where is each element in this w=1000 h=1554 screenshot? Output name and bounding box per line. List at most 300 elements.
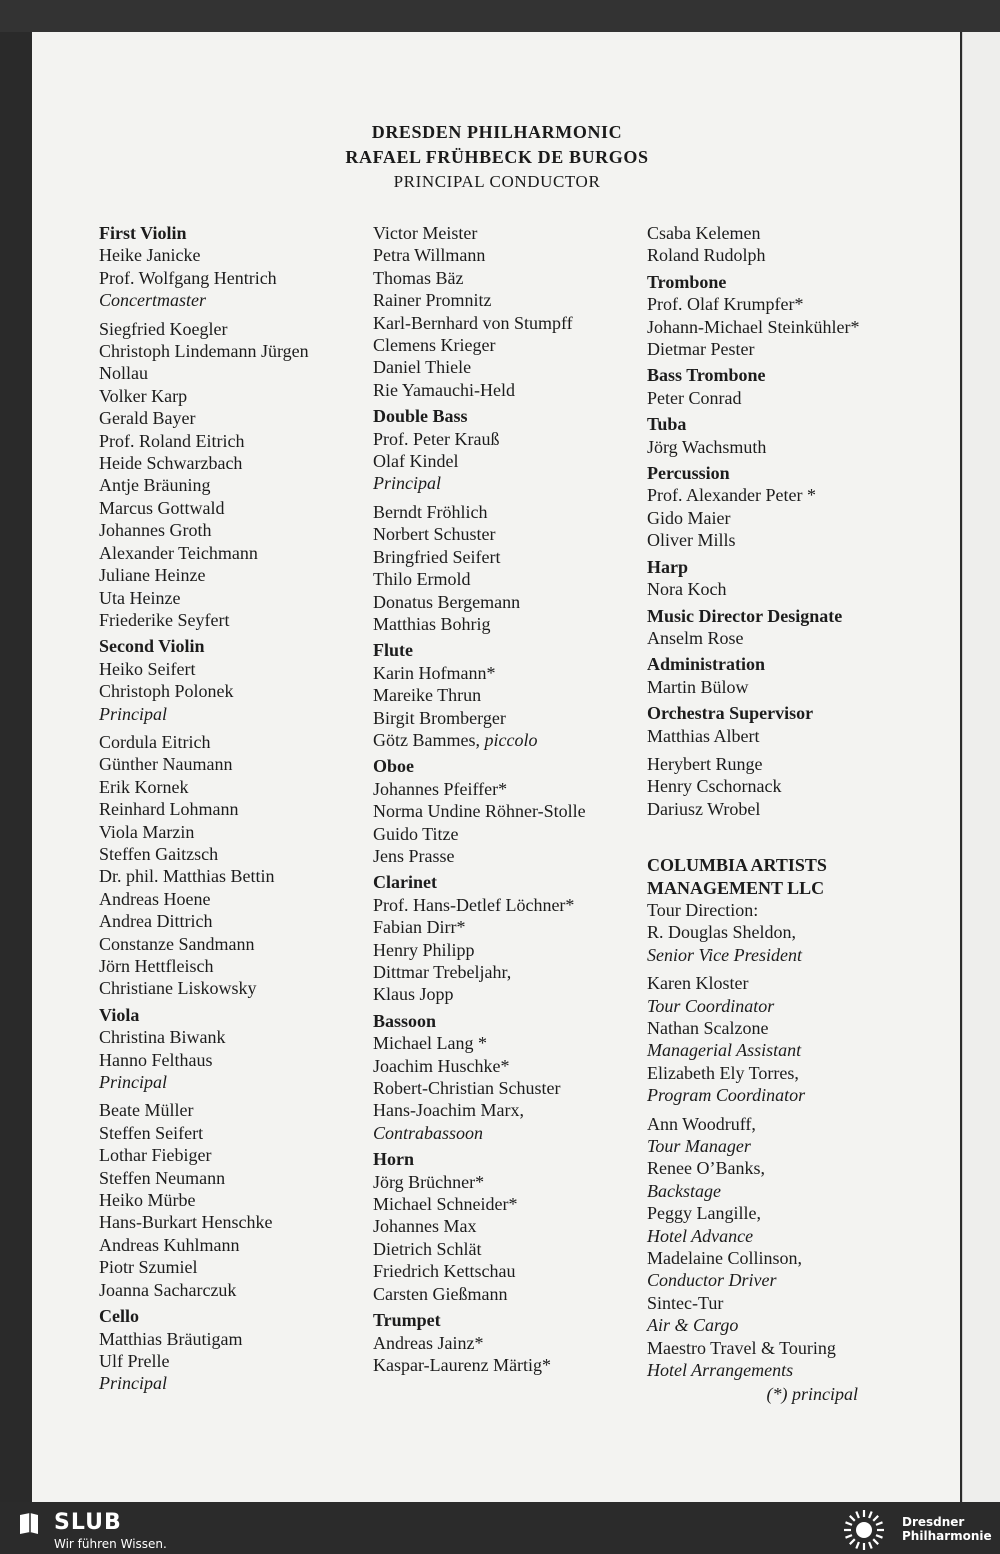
section-heading: Music Director Designate <box>647 605 843 626</box>
line-text: Hans-Joachim Marx, <box>373 1100 524 1121</box>
line-text: Thilo Ermold <box>373 569 471 590</box>
line-text: Heiko Mürbe <box>99 1190 196 1211</box>
member-role <box>647 1039 947 1061</box>
line-text: Daniel Thiele <box>373 357 472 378</box>
line-text: Steffen Neumann <box>99 1167 226 1188</box>
roster-section <box>647 702 947 850</box>
line-text: Friederike Seyfert <box>99 609 230 630</box>
line-text: Air & Cargo <box>647 1315 739 1336</box>
member-name <box>373 845 643 867</box>
roster-section <box>99 635 369 1000</box>
line-text: Thomas Bäz <box>373 267 464 288</box>
member-name <box>647 676 947 698</box>
section-heading: Trombone <box>647 271 727 292</box>
member-name <box>647 798 947 820</box>
roster-section <box>647 605 947 650</box>
member-name <box>647 316 947 338</box>
member-name <box>647 1017 947 1039</box>
member-name <box>99 587 369 609</box>
line-text: Carsten Gießmann <box>373 1283 508 1304</box>
member-name <box>647 529 947 551</box>
philharmonie-line2: Philharmonie <box>902 1529 992 1543</box>
member-name <box>373 1332 643 1354</box>
line-text: Christiane Liskowsky <box>99 978 257 999</box>
member-name <box>647 484 947 506</box>
principal-footnote: (*) principal <box>766 1384 858 1404</box>
member-role <box>647 1314 947 1336</box>
member-name <box>373 1171 643 1193</box>
member-name <box>647 1157 947 1179</box>
member-name <box>99 362 369 384</box>
line-text: Jörg Brüchner* <box>373 1171 485 1192</box>
slub-logo-icon <box>18 1512 40 1536</box>
line-text: Karin Hofmann* <box>373 662 496 683</box>
line-text: Michael Lang * <box>373 1033 487 1054</box>
roster-section <box>647 556 947 601</box>
line-text: Piotr Szumiel <box>99 1257 198 1278</box>
member-name <box>373 1193 643 1215</box>
line-text: Volker Karp <box>99 385 188 406</box>
member-name <box>373 523 643 545</box>
line-text: Peggy Langille, <box>647 1203 761 1224</box>
line-text: Maestro Travel & Touring <box>647 1337 836 1358</box>
line-text: Principal <box>373 473 441 494</box>
line-text: Constanze Sandmann <box>99 933 255 954</box>
member-name <box>373 613 643 635</box>
orchestra-title: DRESDEN PHILHARMONIC <box>371 122 623 142</box>
member-name <box>373 568 643 590</box>
member-name <box>647 627 947 649</box>
line-text: Henry Cschornack <box>647 776 782 797</box>
line-text: Dariusz Wrobel <box>647 798 761 819</box>
member-name <box>99 731 369 753</box>
member-role <box>373 1122 643 1144</box>
section-heading: Horn <box>373 1149 415 1170</box>
conductor-role: PRINCIPAL CONDUCTOR <box>393 172 601 191</box>
line-text: Prof. Wolfgang Hentrich <box>99 267 277 288</box>
member-name <box>99 888 369 910</box>
page-header <box>0 120 994 193</box>
line-text: Gerald Bayer <box>99 408 196 429</box>
section-heading: Clarinet <box>373 872 437 893</box>
member-name <box>99 340 369 362</box>
line-text: Heide Schwarzbach <box>99 453 243 474</box>
roster-section <box>373 639 643 751</box>
roster-column-1 <box>99 222 369 1399</box>
roster-section <box>647 271 947 361</box>
instrument-note: piccolo <box>484 729 538 750</box>
member-role <box>99 1071 369 1093</box>
member-role <box>647 1180 947 1202</box>
line-text: Marcus Gottwald <box>99 497 225 518</box>
member-name <box>99 474 369 496</box>
member-name <box>373 707 643 729</box>
line-text: Heike Janicke <box>99 245 201 266</box>
line-text: Klaus Jopp <box>373 984 454 1005</box>
member-name <box>373 961 643 983</box>
member-name <box>373 244 643 266</box>
member-name <box>373 1354 643 1376</box>
member-name <box>99 776 369 798</box>
line-text: Alexander Teichmann <box>99 542 258 563</box>
member-name <box>99 385 369 407</box>
roster-section <box>373 1309 643 1376</box>
section-heading: Orchestra Supervisor <box>647 703 814 724</box>
line-text: Mareike Thrun <box>373 685 482 706</box>
line-text: Matthias Albert <box>647 725 760 746</box>
member-role <box>647 1084 947 1106</box>
line-text: Prof. Olaf Krumpfer* <box>647 294 804 315</box>
member-name <box>647 338 947 360</box>
member-name <box>647 507 947 529</box>
line-text: Petra Willmann <box>373 245 486 266</box>
line-text: R. Douglas Sheldon, <box>647 922 797 943</box>
roster-section <box>647 413 947 458</box>
line-text: Ulf Prelle <box>99 1350 170 1371</box>
line-text: Viola Marzin <box>99 821 195 842</box>
section-heading: Administration <box>647 654 766 675</box>
line-text: Kaspar-Laurenz Märtig* <box>373 1354 552 1375</box>
section-heading: Trumpet <box>373 1310 441 1331</box>
member-name <box>99 1234 369 1256</box>
roster-section <box>647 462 947 552</box>
line-text: Christoph Lindemann Jürgen <box>99 341 309 362</box>
section-heading: Oboe <box>373 756 415 777</box>
roster-section <box>647 364 947 409</box>
line-text: Karen Kloster <box>647 973 749 994</box>
member-name <box>373 312 643 334</box>
line-text: Götz Bammes, <box>373 729 485 750</box>
member-name <box>647 921 947 943</box>
philharmonie-line1: Dresdner <box>902 1515 965 1529</box>
member-name <box>373 334 643 356</box>
philharmonie-logo-text[interactable] <box>902 1515 992 1543</box>
line-text: Elizabeth Ely Torres, <box>647 1062 799 1083</box>
member-name <box>99 1189 369 1211</box>
member-name <box>373 894 643 916</box>
line-text: Michael Schneider* <box>373 1194 518 1215</box>
line-text: Anselm Rose <box>647 627 744 648</box>
line-text: Principal <box>99 1373 167 1394</box>
line-text: MANAGEMENT LLC <box>647 877 825 898</box>
member-name <box>647 899 947 921</box>
line-text: Concertmaster <box>99 290 206 311</box>
member-name <box>373 983 643 1005</box>
line-text: Principal <box>99 1072 167 1093</box>
line-text: Joachim Huschke* <box>373 1055 510 1076</box>
line-text: Rie Yamauchi-Held <box>373 379 515 400</box>
member-name <box>99 955 369 977</box>
line-text: Johannes Groth <box>99 520 212 541</box>
line-text: Hotel Arrangements <box>647 1360 794 1381</box>
member-name <box>647 1113 947 1135</box>
member-name <box>99 1144 369 1166</box>
member-name <box>99 798 369 820</box>
member-name <box>99 1049 369 1071</box>
line-text: Madelaine Collinson, <box>647 1248 802 1269</box>
member-name <box>373 1260 643 1282</box>
member-name <box>99 1256 369 1278</box>
line-text: Victor Meister <box>373 223 478 243</box>
member-name <box>647 244 947 266</box>
roster-section <box>373 1010 643 1144</box>
member-name <box>373 800 643 822</box>
line-text: Nathan Scalzone <box>647 1018 769 1038</box>
line-text: Karl-Bernhard von Stumpff <box>373 312 573 333</box>
member-name <box>373 546 643 568</box>
line-text: Lothar Fiebiger <box>99 1145 212 1166</box>
member-name <box>99 542 369 564</box>
line-text: Andrea Dittrich <box>99 911 213 932</box>
roster-column-3 <box>647 222 947 1386</box>
member-name <box>647 972 947 994</box>
member-name <box>373 1099 643 1121</box>
spacer <box>647 844 947 850</box>
line-text: Olaf Kindel <box>373 451 459 472</box>
member-name <box>99 658 369 680</box>
member-name <box>99 497 369 519</box>
member-name <box>373 916 643 938</box>
roster-section <box>647 653 947 698</box>
line-text: Hanno Felthaus <box>99 1049 213 1070</box>
line-text: Peter Conrad <box>647 387 742 408</box>
line-text: Contrabassoon <box>373 1122 484 1143</box>
section-heading: First Violin <box>99 223 187 243</box>
member-name <box>373 1283 643 1305</box>
member-role <box>99 289 369 311</box>
roster-section <box>373 755 643 867</box>
line-text: Jörg Wachsmuth <box>647 436 767 457</box>
member-name <box>373 1238 643 1260</box>
member-name <box>99 318 369 340</box>
member-name <box>647 578 947 600</box>
member-role <box>99 703 369 725</box>
line-text: Joanna Sacharczuk <box>99 1279 237 1300</box>
member-role <box>99 1372 369 1394</box>
line-text: Prof. Hans-Detlef Löchner* <box>373 894 575 915</box>
member-name <box>647 1247 947 1269</box>
member-name <box>99 452 369 474</box>
line-text: Dittmar Trebeljahr, <box>373 962 512 982</box>
member-name <box>373 823 643 845</box>
member-name <box>99 244 369 266</box>
member-name <box>373 1055 643 1077</box>
line-text: Tour Manager <box>647 1136 751 1157</box>
roster-section <box>647 854 947 1381</box>
line-text: Guido Titze <box>373 823 459 844</box>
line-text: Johannes Pfeiffer* <box>373 778 508 799</box>
section-heading: Second Violin <box>99 636 205 657</box>
line-text: Andreas Jainz* <box>373 1332 484 1353</box>
member-name <box>99 1279 369 1301</box>
member-role <box>373 472 643 494</box>
member-name <box>99 680 369 702</box>
conductor-name: RAFAEL FRÜHBECK DE BURGOS <box>345 147 649 167</box>
member-name <box>373 289 643 311</box>
member-role <box>647 944 947 966</box>
section-heading: Bass Trombone <box>647 365 766 386</box>
line-text: Norbert Schuster <box>373 524 496 545</box>
member-name <box>373 1032 643 1054</box>
section-heading: Double Bass <box>373 406 468 427</box>
facing-page-edge <box>962 32 1000 1502</box>
line-text: Berndt Fröhlich <box>373 501 488 522</box>
line-text: Matthias Bräutigam <box>99 1328 243 1349</box>
member-name <box>647 725 947 747</box>
member-name <box>99 519 369 541</box>
line-text: Reinhard Lohmann <box>99 799 239 820</box>
line-text: Henry Philipp <box>373 939 475 960</box>
line-text: Heiko Seifert <box>99 658 196 679</box>
member-name <box>373 778 643 800</box>
footer-bar <box>0 1502 1000 1554</box>
roster-section <box>99 222 369 631</box>
line-text: Jörn Hettfleisch <box>99 956 214 976</box>
roster-section <box>373 405 643 635</box>
line-text: Prof. Peter Krauß <box>373 428 500 449</box>
section-heading: Bassoon <box>373 1010 437 1031</box>
roster-section <box>373 871 643 1005</box>
member-name <box>647 753 947 775</box>
line-text: Ann Woodruff, <box>647 1113 756 1134</box>
section-heading: Cello <box>99 1306 139 1327</box>
line-text: Siegfried Koegler <box>99 318 228 339</box>
line-text: Clemens Krieger <box>373 335 496 356</box>
line-text: Robert-Christian Schuster <box>373 1078 561 1099</box>
roster-section <box>373 222 643 401</box>
member-role <box>647 1225 947 1247</box>
member-name <box>99 564 369 586</box>
roster-section <box>647 222 947 267</box>
line-text: Prof. Roland Eitrich <box>99 430 245 451</box>
member-name <box>373 356 643 378</box>
member-name <box>373 729 643 751</box>
section-heading: Harp <box>647 556 689 577</box>
line-text: Juliane Heinze <box>99 565 206 586</box>
line-text: Cordula Eitrich <box>99 731 211 752</box>
line-text: Dietmar Pester <box>647 339 755 360</box>
line-text: Andreas Kuhlmann <box>99 1234 240 1255</box>
line-text: Erik Kornek <box>99 776 189 797</box>
line-text: Fabian Dirr* <box>373 917 466 938</box>
slub-logo-text[interactable]: SLUB <box>54 1510 122 1535</box>
line-text: Steffen Gaitzsch <box>99 843 219 864</box>
line-text: Rainer Promnitz <box>373 290 492 311</box>
member-name <box>647 222 947 244</box>
line-text: Prof. Alexander Peter * <box>647 485 816 506</box>
member-name <box>99 267 369 289</box>
roster-section <box>373 1148 643 1305</box>
member-name <box>647 387 947 409</box>
line-text: Csaba Kelemen <box>647 223 761 243</box>
line-text: Matthias Bohrig <box>373 613 491 634</box>
member-name <box>373 1215 643 1237</box>
member-name <box>373 379 643 401</box>
member-name <box>373 450 643 472</box>
member-name <box>373 267 643 289</box>
line-text: Nollau <box>99 363 148 384</box>
line-text: Günther Naumann <box>99 754 233 775</box>
roster-section <box>99 1305 369 1395</box>
member-name <box>373 501 643 523</box>
member-name <box>99 1099 369 1121</box>
member-name <box>647 1337 947 1359</box>
member-name <box>99 1167 369 1189</box>
line-text: Antje Bräuning <box>99 475 211 496</box>
line-text: Renee O’Banks, <box>647 1158 765 1179</box>
member-name <box>99 407 369 429</box>
member-name <box>373 939 643 961</box>
member-name <box>99 430 369 452</box>
member-name <box>99 1328 369 1350</box>
line-text: Beate Müller <box>99 1100 194 1121</box>
line-text: Friedrich Kettschau <box>373 1261 516 1282</box>
member-name <box>647 436 947 458</box>
line-text: Dr. phil. Matthias Bettin <box>99 866 275 887</box>
line-text: Roland Rudolph <box>647 245 766 266</box>
line-text: Donatus Bergemann <box>373 591 521 612</box>
member-name <box>99 843 369 865</box>
member-name <box>647 1202 947 1224</box>
line-text: Oliver Mills <box>647 530 736 551</box>
member-name <box>647 877 947 899</box>
section-heading: Viola <box>99 1004 140 1025</box>
line-text: Bringfried Seifert <box>373 546 501 567</box>
line-text: Senior Vice President <box>647 944 802 965</box>
member-name <box>99 1026 369 1048</box>
member-role <box>647 1359 947 1381</box>
member-name <box>99 865 369 887</box>
member-name <box>373 428 643 450</box>
line-text: Backstage <box>647 1180 721 1201</box>
line-text: Andreas Hoene <box>99 888 211 909</box>
member-name <box>99 933 369 955</box>
member-role <box>647 1269 947 1291</box>
member-name <box>647 1062 947 1084</box>
line-text: Martin Bülow <box>647 676 749 697</box>
member-name <box>647 775 947 797</box>
line-text: Nora Koch <box>647 579 727 600</box>
member-name <box>647 293 947 315</box>
line-text: Birgit Bromberger <box>373 707 506 728</box>
line-text: Tour Coordinator <box>647 995 775 1016</box>
line-text: Conductor Driver <box>647 1270 777 1291</box>
member-name <box>373 222 643 244</box>
line-text: Sintec-Tur <box>647 1292 724 1313</box>
member-name <box>373 1077 643 1099</box>
member-name <box>99 1122 369 1144</box>
member-name <box>373 591 643 613</box>
line-text: Jens Prasse <box>373 845 455 866</box>
line-text: Johannes Max <box>373 1216 477 1237</box>
line-text: Johann-Michael Steinkühler* <box>647 316 860 337</box>
line-text: Christoph Polonek <box>99 681 234 702</box>
line-text: Gido Maier <box>647 507 731 528</box>
member-name <box>99 910 369 932</box>
line-text: Hans-Burkart Henschke <box>99 1212 273 1233</box>
top-scan-border <box>0 0 1000 32</box>
line-text: Hotel Advance <box>647 1225 754 1246</box>
philharmonie-logo-icon <box>842 1508 886 1552</box>
line-text: Principal <box>99 703 167 724</box>
line-text: Herybert Runge <box>647 753 763 774</box>
member-name <box>373 662 643 684</box>
member-name <box>647 1292 947 1314</box>
roster-section <box>99 1004 369 1301</box>
member-name <box>99 1350 369 1372</box>
line-text: Uta Heinze <box>99 587 181 608</box>
member-name <box>99 821 369 843</box>
